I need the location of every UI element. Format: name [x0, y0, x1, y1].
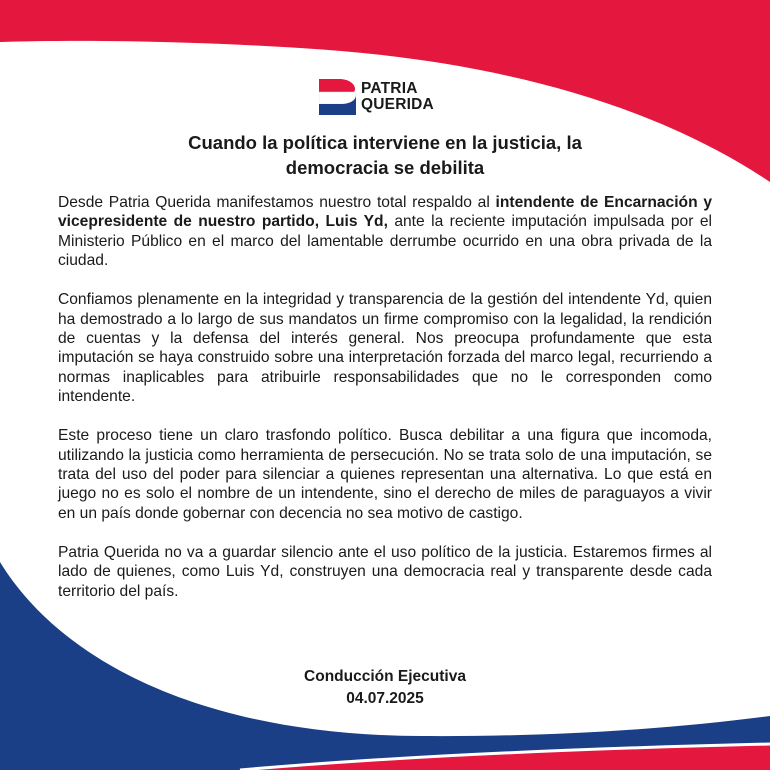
flag-logo-icon — [319, 79, 357, 115]
paragraph-4: Patria Querida no va a guardar silencio ante el uso político de la justicia. Estaremos firmes al lado de quienes, como Luis Yd, construyen una democracia real y transparente desde cada territorio del país. — [58, 543, 712, 600]
brand-name-line2: QUERIDA — [361, 96, 434, 113]
paragraph-3: Este proceso tiene un claro trasfondo político. Busca debilitar a una figura que incomoda, utilizando la justicia como herramienta de persecución. No se trata solo de una imputación, se trata del uso del poder para silenciar a quienes representan una alternativa. Lo que está en juego no es solo el nombre de un intendente, sino el derecho de miles de paraguayos a vivir en un país donde gobernar con decencia no sea motivo de castigo. — [58, 427, 712, 522]
page-title — [100, 130, 670, 180]
paragraph-1 — [58, 193, 712, 271]
signature-name: Conducción Ejecutiva — [304, 668, 466, 685]
paragraph-2: Confiamos plenamente en la integridad y transparencia de la gestión del intendente Yd, quien ha demostrado a lo largo de sus mandatos un firme compromiso con la legalidad, la rendición de cuentas y la defensa del interés general. Nos preocupa profundamente que esta imputación se haya construido sobre una interpretación forzada del marco legal, recurriendo a normas inaplicables para atribuirle responsabilidades que no le corresponden como intendente. — [58, 291, 712, 406]
brand-name-line1: PATRIA — [361, 80, 418, 97]
signature-block — [185, 666, 585, 710]
title-line1: Cuando la política interviene en la justicia, la — [188, 132, 582, 153]
title-line2: democracia se debilita — [285, 157, 485, 178]
paragraph-1-start: Desde Patria Querida manifestamos nuestro total respaldo al — [58, 194, 496, 211]
party-logo — [319, 77, 455, 117]
paragraph-1-bold: intendente de Encarnación y vicepresidente de nuestro partido, Luis Yd, — [58, 194, 712, 231]
paragraph-1-end: ante la reciente imputación impulsada por el Ministerio Público en el marco del lamentable derrumbe ocurrido en una obra privada de la ciudad. — [58, 213, 712, 270]
signature-date: 04.07.2025 — [346, 690, 424, 707]
statement-body — [58, 193, 712, 621]
